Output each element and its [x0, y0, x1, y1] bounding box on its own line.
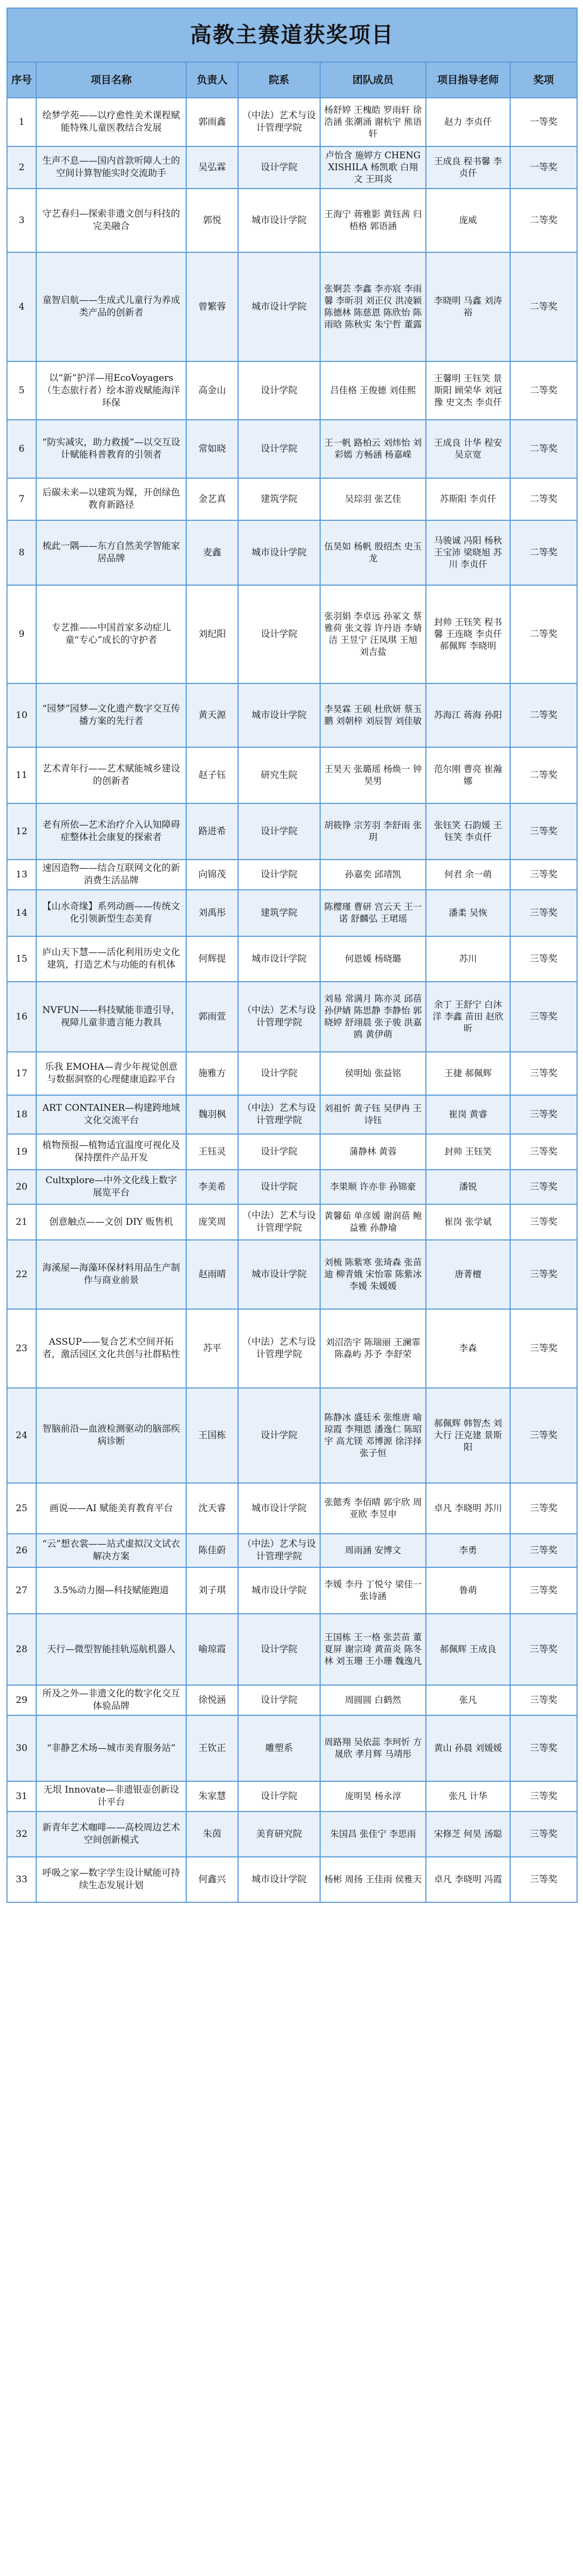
cell-mentors: 马骏诚 冯阳 杨秋 王宝沛 梁晓旭 苏川 李贞仟 [426, 520, 510, 585]
cell-award: 三等奖 [510, 1388, 577, 1483]
cell-award: 三等奖 [510, 936, 577, 982]
cell-department: 城市设计学院 [238, 1240, 320, 1309]
cell-mentors: 何君 余一萌 [426, 860, 510, 890]
header-no: 序号 [7, 62, 36, 98]
cell-department: 城市设计学院 [238, 1857, 320, 1902]
cell-team-members: 陈樱瑾 曹研 宫云天 王一诺 舒麟弘 王珺瑶 [320, 890, 426, 936]
cell-department: 设计学院 [238, 1685, 320, 1715]
table-row [7, 252, 577, 361]
table-row [7, 1567, 577, 1614]
cell-project-name: “云”想衣裳——站式虚拟汉文试衣解决方案 [36, 1534, 186, 1567]
table-row [7, 1715, 577, 1781]
cell-project-name: 海溪屋—海藻环保材料用品生产制作与商业前景 [36, 1240, 186, 1309]
cell-team-members: 胡筱铮 宗芳羽 李舒雨 张玥 [320, 803, 426, 860]
cell-award: 二等奖 [510, 252, 577, 361]
cell-project-name: ART CONTAINER—构建跨地域文化交流平台 [36, 1095, 186, 1134]
table-body [7, 98, 577, 1902]
cell-no: 4 [7, 252, 36, 361]
cell-department: 设计学院 [238, 585, 320, 683]
table-row [7, 803, 577, 860]
cell-project-name: Cultxplore—中外文化线上数字展览平台 [36, 1170, 186, 1204]
cell-team-members: 张婀芸 李鑫 李亦宸 李雨馨 李昕羽 刘正仪 洪凌颖 陈德林 陈慈恩 陈欣怡 陈雨晗 陈秋实 朱宁哲 董露 [320, 252, 426, 361]
awards-table [6, 8, 578, 1903]
cell-mentors: 张凡 计华 [426, 1781, 510, 1812]
cell-award: 三等奖 [510, 1614, 577, 1685]
cell-team-members: 伍昊如 杨帆 殷绍杰 史玉龙 [320, 520, 426, 585]
cell-mentors: 王成良 程书馨 李贞仟 [426, 146, 510, 189]
cell-project-name: 老有所依—艺术治疗介入认知障碍症整体社会康复的探索者 [36, 803, 186, 860]
cell-team-members: 卢怡含 施婷方 CHENGXISHILA 杨凯歌 白翔文 王珥炎 [320, 146, 426, 189]
cell-no: 10 [7, 683, 36, 747]
cell-department: 城市设计学院 [238, 252, 320, 361]
cell-no: 24 [7, 1388, 36, 1483]
cell-project-name: 绘梦学苑——以疗愈性美术课程赋能特殊儿童医教结合发展 [36, 98, 186, 146]
cell-award: 二等奖 [510, 683, 577, 747]
cell-award: 三等奖 [510, 1685, 577, 1715]
cell-no: 5 [7, 361, 36, 420]
table-row [7, 1095, 577, 1134]
table-row [7, 520, 577, 585]
cell-team-members: 何恩媛 杨晓璐 [320, 936, 426, 982]
cell-award: 三等奖 [510, 1170, 577, 1204]
table-row [7, 1812, 577, 1857]
cell-team-members: 张羽娟 李卓远 孙冢文 蔡雅荷 张文蓉 许丹语 李婧洁 王昱宁 汪凤琪 王旭 刘吉盐 [320, 585, 426, 683]
cell-mentors: 崔岗 黄睿 [426, 1095, 510, 1134]
cell-leader: 郭雨萱 [186, 982, 238, 1052]
table-row [7, 1685, 577, 1715]
cell-mentors: 鲁萌 [426, 1567, 510, 1614]
cell-no: 16 [7, 982, 36, 1052]
cell-leader: 刘子琪 [186, 1567, 238, 1614]
cell-award: 三等奖 [510, 1240, 577, 1309]
cell-award: 二等奖 [510, 585, 577, 683]
cell-leader: 吴弘霖 [186, 146, 238, 189]
cell-leader: 常如晓 [186, 420, 238, 478]
cell-leader: 何鑫兴 [186, 1857, 238, 1902]
cell-mentors: 封帅 王钰笑 [426, 1134, 510, 1170]
cell-award: 二等奖 [510, 747, 577, 803]
cell-mentors: 李勇 [426, 1534, 510, 1567]
header-award: 奖项 [510, 62, 577, 98]
table-row [7, 1534, 577, 1567]
cell-no: 26 [7, 1534, 36, 1567]
cell-leader: 赵雨晴 [186, 1240, 238, 1309]
table-row [7, 936, 577, 982]
cell-mentors: 封帅 王钰笑 程书馨 王连晓 李贞仟 郝佩辉 李晓明 [426, 585, 510, 683]
cell-award: 三等奖 [510, 890, 577, 936]
cell-team-members: 刘祖忻 黄子钰 吴伊冉 王诗钰 [320, 1095, 426, 1134]
cell-award: 三等奖 [510, 1483, 577, 1534]
cell-no: 8 [7, 520, 36, 585]
cell-mentors: 郝佩辉 韩智杰 刘大行 汪克建 景斯阳 [426, 1388, 510, 1483]
cell-department: 城市设计学院 [238, 520, 320, 585]
cell-mentors: 李森 [426, 1309, 510, 1388]
cell-team-members: 刘沼浩宇 陈瑞丽 王澜霏 陈淼屿 苏予 李舒荣 [320, 1309, 426, 1388]
page-title: 高教主赛道获奖项目 [7, 8, 577, 62]
cell-project-name: 专艺推——中国首家多动症儿童“专心”成长的守护者 [36, 585, 186, 683]
table-row [7, 1240, 577, 1309]
cell-team-members: 周圆圆 白鹤然 [320, 1685, 426, 1715]
cell-leader: 苏平 [186, 1309, 238, 1388]
cell-mentors: 范尔刚 曹亮 崔瀚娜 [426, 747, 510, 803]
cell-leader: 王钦正 [186, 1715, 238, 1781]
cell-department: （中法）艺术与设计管理学院 [238, 1534, 320, 1567]
cell-leader: 陈佳蔚 [186, 1534, 238, 1567]
cell-mentors: 卓凡 李晓明 冯霞 [426, 1857, 510, 1902]
cell-award: 一等奖 [510, 98, 577, 146]
cell-mentors: 李晓明 马鑫 刘涛裕 [426, 252, 510, 361]
cell-award: 三等奖 [510, 982, 577, 1052]
cell-project-name: 新青年艺术咖啡——高校周边艺术空间创新模式 [36, 1812, 186, 1857]
cell-team-members: 周路翔 吴依蕊 李珂忻 方晟欣 孝月辉 马靖彤 [320, 1715, 426, 1781]
table-row [7, 1857, 577, 1902]
cell-leader: 朱家慧 [186, 1781, 238, 1812]
cell-award: 三等奖 [510, 1204, 577, 1240]
cell-project-name: NVFUN——科技赋能非遗引导，视障儿童非遗言能力教具 [36, 982, 186, 1052]
cell-department: （中法）艺术与设计管理学院 [238, 1095, 320, 1134]
cell-project-name: 艺术青年行——艺术赋能城乡建设的创新者 [36, 747, 186, 803]
cell-team-members: 侯明灿 张益铭 [320, 1052, 426, 1095]
cell-team-members: 张懿秀 李佰晴 郭宇欣 周亚欧 李昱申 [320, 1483, 426, 1534]
cell-department: （中法）艺术与设计管理学院 [238, 1204, 320, 1240]
cell-leader: 何辉提 [186, 936, 238, 982]
cell-no: 22 [7, 1240, 36, 1309]
cell-team-members: 王昊天 张璐瑶 杨焕一 钟昊男 [320, 747, 426, 803]
cell-mentors: 崔岗 张学斌 [426, 1204, 510, 1240]
cell-project-name: “非静艺术场—城市美育服务站” [36, 1715, 186, 1781]
cell-award: 三等奖 [510, 803, 577, 860]
cell-no: 6 [7, 420, 36, 478]
cell-no: 7 [7, 478, 36, 520]
cell-department: 城市设计学院 [238, 936, 320, 982]
cell-mentors: 张钰笑 石韵媛 王钰笑 李贞仟 [426, 803, 510, 860]
cell-no: 28 [7, 1614, 36, 1685]
cell-leader: 朱茵 [186, 1812, 238, 1857]
cell-team-members: 王国栋 王一格 张芸苗 董夏屏 谢宗琦 黄苗炎 陈冬林 刘玉珊 王小珊 魏逸凡 [320, 1614, 426, 1685]
cell-project-name: 童智启航——生成式儿童行为养成类产品的创新者 [36, 252, 186, 361]
cell-department: （中法）艺术与设计管理学院 [238, 1309, 320, 1388]
cell-leader: 麦鑫 [186, 520, 238, 585]
cell-award: 三等奖 [510, 1781, 577, 1812]
header-leader: 负责人 [186, 62, 238, 98]
cell-team-members: 朱国昌 张佳宁 李思雨 [320, 1812, 426, 1857]
cell-no: 32 [7, 1812, 36, 1857]
cell-no: 31 [7, 1781, 36, 1812]
cell-no: 13 [7, 860, 36, 890]
cell-department: 设计学院 [238, 361, 320, 420]
cell-team-members: 刘梳 陈紫寒 张琦森 张苗迪 柳青娥 宋怡霏 陈紫冰 李媛 朱媛媛 [320, 1240, 426, 1309]
cell-project-name: 智脑前沿—血液检测驱动的脑部疾病诊断 [36, 1388, 186, 1483]
cell-project-name: 梳此一隅——东方自然美学智能家居品牌 [36, 520, 186, 585]
cell-no: 23 [7, 1309, 36, 1388]
cell-team-members: 吕佳格 王俊德 刘佳熙 [320, 361, 426, 420]
cell-department: （中法）艺术与设计管理学院 [238, 982, 320, 1052]
cell-award: 三等奖 [510, 1309, 577, 1388]
table-row [7, 683, 577, 747]
cell-award: 三等奖 [510, 1134, 577, 1170]
cell-team-members: 吴琮羽 张艺佳 [320, 478, 426, 520]
cell-project-name: 所及之外—非遗文化的数字化交互体验品牌 [36, 1685, 186, 1715]
cell-leader: 庞笑周 [186, 1204, 238, 1240]
cell-mentors: 王捷 郝佩辉 [426, 1052, 510, 1095]
cell-mentors: 黄山 孙晨 刘媛媛 [426, 1715, 510, 1781]
cell-award: 三等奖 [510, 1715, 577, 1781]
table-row [7, 1134, 577, 1170]
header-dept: 院系 [238, 62, 320, 98]
cell-department: 设计学院 [238, 860, 320, 890]
table-row [7, 982, 577, 1052]
table-row [7, 747, 577, 803]
cell-project-name: “园梦”园梦—文化遗产数字交互传播方案的先行者 [36, 683, 186, 747]
table-row [7, 478, 577, 520]
cell-team-members: 杨彬 周扬 王佳雨 侯雅天 [320, 1857, 426, 1902]
cell-no: 30 [7, 1715, 36, 1781]
cell-department: 设计学院 [238, 1134, 320, 1170]
cell-leader: 李美希 [186, 1170, 238, 1204]
cell-leader: 魏羽枫 [186, 1095, 238, 1134]
header-mentors: 项目指导老师 [426, 62, 510, 98]
cell-no: 2 [7, 146, 36, 189]
cell-department: 城市设计学院 [238, 1567, 320, 1614]
table-row [7, 420, 577, 478]
cell-mentors: 郝佩辉 王成良 [426, 1614, 510, 1685]
cell-no: 9 [7, 585, 36, 683]
cell-no: 12 [7, 803, 36, 860]
cell-mentors: 王馨明 王钰笑 景斯阳 顾荣华 刘冠豫 史文杰 李贞仟 [426, 361, 510, 420]
cell-department: 设计学院 [238, 1170, 320, 1204]
cell-leader: 曾繁蓉 [186, 252, 238, 361]
table-row [7, 1483, 577, 1534]
table-row [7, 361, 577, 420]
cell-project-name: 守艺春归—探索非遗文创与科技的完美融合 [36, 189, 186, 252]
cell-no: 27 [7, 1567, 36, 1614]
cell-leader: 施雅方 [186, 1052, 238, 1095]
cell-leader: 徐悦涵 [186, 1685, 238, 1715]
cell-award: 三等奖 [510, 1567, 577, 1614]
cell-leader: 赵子钰 [186, 747, 238, 803]
cell-department: 建筑学院 [238, 478, 320, 520]
table-row [7, 1052, 577, 1095]
cell-project-name: 呼吸之家—数字学生设计赋能可持续生态发展计划 [36, 1857, 186, 1902]
cell-award: 三等奖 [510, 1052, 577, 1095]
cell-leader: 郭雨鑫 [186, 98, 238, 146]
cell-no: 14 [7, 890, 36, 936]
cell-leader: 刘禹彤 [186, 890, 238, 936]
table-row [7, 98, 577, 146]
cell-no: 33 [7, 1857, 36, 1902]
cell-mentors: 苏斯阳 李贞仟 [426, 478, 510, 520]
cell-project-name: “防实减灾，助力救援”—以交互设计赋能科普教育的引领者 [36, 420, 186, 478]
cell-award: 一等奖 [510, 146, 577, 189]
table-row [7, 585, 577, 683]
cell-award: 三等奖 [510, 1534, 577, 1567]
cell-mentors: 庞威 [426, 189, 510, 252]
cell-no: 21 [7, 1204, 36, 1240]
cell-department: 城市设计学院 [238, 683, 320, 747]
cell-team-members: 李昊霖 王硕 杜欣妍 蔡玉鹏 刘朝梓 刘辰智 刘佳敏 [320, 683, 426, 747]
cell-no: 18 [7, 1095, 36, 1134]
cell-department: 建筑学院 [238, 890, 320, 936]
cell-department: 设计学院 [238, 1781, 320, 1812]
cell-project-name: 【山水奇缘】系列动画——传统文化引领新型生态美育 [36, 890, 186, 936]
cell-no: 25 [7, 1483, 36, 1534]
cell-department: 设计学院 [238, 1052, 320, 1095]
cell-department: 设计学院 [238, 146, 320, 189]
cell-department: 雕塑系 [238, 1715, 320, 1781]
cell-mentors: 潘柔 吴恢 [426, 890, 510, 936]
cell-project-name: 后碳未来—以建筑为媒，开创绿色教育新路径 [36, 478, 186, 520]
cell-no: 15 [7, 936, 36, 982]
cell-award: 二等奖 [510, 361, 577, 420]
table-row [7, 860, 577, 890]
cell-team-members: 孙嘉奕 邱靖凯 [320, 860, 426, 890]
cell-award: 二等奖 [510, 520, 577, 585]
cell-team-members: 王海宁 蒋雅影 黄钰茜 归梧格 郭语涵 [320, 189, 426, 252]
cell-award: 二等奖 [510, 189, 577, 252]
cell-project-name: 速因造物——结合互联网文化的新消费生活品牌 [36, 860, 186, 890]
cell-team-members: 蒲静林 黄蓉 [320, 1134, 426, 1170]
cell-leader: 刘纪阳 [186, 585, 238, 683]
cell-mentors: 苏川 [426, 936, 510, 982]
cell-project-name: 创意触点——文创 DIY 贩售机 [36, 1204, 186, 1240]
cell-department: 设计学院 [238, 1614, 320, 1685]
header-row [7, 62, 577, 98]
cell-project-name: 乐我 EMOHA—青少年视觉创意与数据洞察的心理健康追踪平台 [36, 1052, 186, 1095]
table-row [7, 1170, 577, 1204]
cell-leader: 王钰灵 [186, 1134, 238, 1170]
cell-team-members: 庞明昊 杨永淳 [320, 1781, 426, 1812]
table-row [7, 1204, 577, 1240]
cell-project-name: 无垠 Innovate—非遗银壶创新设计平台 [36, 1781, 186, 1812]
cell-no: 19 [7, 1134, 36, 1170]
cell-team-members: 黄馨茹 单彦媛 谢润蓓 鲍益雅 孙静瑜 [320, 1204, 426, 1240]
cell-team-members: 杨舒婷 王槐皓 罗雨轩 徐浩涵 张潮涌 谢杭宇 熊语轩 [320, 98, 426, 146]
cell-leader: 金艺真 [186, 478, 238, 520]
cell-award: 三等奖 [510, 1095, 577, 1134]
cell-mentors: 张凡 [426, 1685, 510, 1715]
cell-leader: 向锦茂 [186, 860, 238, 890]
cell-mentors: 赵力 李贞仟 [426, 98, 510, 146]
cell-leader: 路进希 [186, 803, 238, 860]
cell-project-name: 以“新”护洋—用EcoVoyagers（生态旅行者）绘本游戏赋能海洋环保 [36, 361, 186, 420]
cell-mentors: 王成良 计华 程安 吴京宽 [426, 420, 510, 478]
cell-department: 设计学院 [238, 1388, 320, 1483]
cell-mentors: 余丁 王舒宁 白沐洋 李鑫 苗田 赵欣昕 [426, 982, 510, 1052]
cell-department: 城市设计学院 [238, 1483, 320, 1534]
cell-mentors: 卓凡 李晓明 苏川 [426, 1483, 510, 1534]
cell-project-name: 画说——AI 赋能美育教育平台 [36, 1483, 186, 1534]
cell-project-name: ASSUP——复合艺术空间开拓者，激活园区文化共创与社群粘性 [36, 1309, 186, 1388]
cell-project-name: 庐山天下慧——活化利用历史文化建筑，打造艺术与功能的有机体 [36, 936, 186, 982]
cell-project-name: 生声不息——国内首款听障人士的空间计算智能实时交流助手 [36, 146, 186, 189]
cell-department: 美育研究院 [238, 1812, 320, 1857]
table-row [7, 1614, 577, 1685]
cell-leader: 沈天睿 [186, 1483, 238, 1534]
cell-leader: 高金山 [186, 361, 238, 420]
cell-team-members: 李媛 李丹 丁悦兮 梁佳一 张诗涵 [320, 1567, 426, 1614]
cell-department: 城市设计学院 [238, 189, 320, 252]
cell-department: 研究生院 [238, 747, 320, 803]
cell-no: 11 [7, 747, 36, 803]
cell-team-members: 李果顺 许亦非 孙锦豪 [320, 1170, 426, 1204]
cell-leader: 喻琼霞 [186, 1614, 238, 1685]
cell-mentors: 唐菁檀 [426, 1240, 510, 1309]
cell-award: 二等奖 [510, 478, 577, 520]
cell-no: 17 [7, 1052, 36, 1095]
cell-department: 设计学院 [238, 420, 320, 478]
header-name: 项目名称 [36, 62, 186, 98]
cell-department: （中法）艺术与设计管理学院 [238, 98, 320, 146]
cell-mentors: 潘锐 [426, 1170, 510, 1204]
table-row [7, 1388, 577, 1483]
table-row [7, 890, 577, 936]
table-row [7, 1309, 577, 1388]
header-members: 团队成员 [320, 62, 426, 98]
cell-team-members: 周雨涵 安博文 [320, 1534, 426, 1567]
cell-no: 20 [7, 1170, 36, 1204]
table-row [7, 146, 577, 189]
cell-no: 1 [7, 98, 36, 146]
cell-team-members: 陈静冰 盛廷禾 张维唐 喻琼霞 李翔恩 潘逸仁 陈昭宇 高尤镁 邓博源 徐洋择 张子恒 [320, 1388, 426, 1483]
cell-leader: 王国栋 [186, 1388, 238, 1483]
cell-project-name: 植物预报—植物适宜温度可视化及保持摆件产品开发 [36, 1134, 186, 1170]
cell-no: 29 [7, 1685, 36, 1715]
cell-team-members: 王一帆 路柏云 刘炜怡 刘彩嫣 方畅涵 杨嘉嵘 [320, 420, 426, 478]
cell-no: 3 [7, 189, 36, 252]
cell-leader: 黄天源 [186, 683, 238, 747]
cell-award: 三等奖 [510, 1857, 577, 1902]
cell-award: 三等奖 [510, 1812, 577, 1857]
cell-department: 设计学院 [238, 803, 320, 860]
cell-award: 三等奖 [510, 860, 577, 890]
cell-award: 二等奖 [510, 420, 577, 478]
cell-project-name: 3.5%动力圈—科技赋能跑道 [36, 1567, 186, 1614]
table-row [7, 1781, 577, 1812]
cell-leader: 郭悦 [186, 189, 238, 252]
cell-project-name: 天行—微型智能挂轨巡航机器人 [36, 1614, 186, 1685]
table-row [7, 189, 577, 252]
cell-mentors: 苏海江 蒋海 孙阳 [426, 683, 510, 747]
cell-team-members: 刘易 常满月 陈亦灵 邱蓓 孙伊婧 陈思静 李静怡 郭晓婷 舒翊晨 张子骏 洪嘉鸥 黄伊萌 [320, 982, 426, 1052]
cell-mentors: 宋修芝 何昊 汤聪 [426, 1812, 510, 1857]
